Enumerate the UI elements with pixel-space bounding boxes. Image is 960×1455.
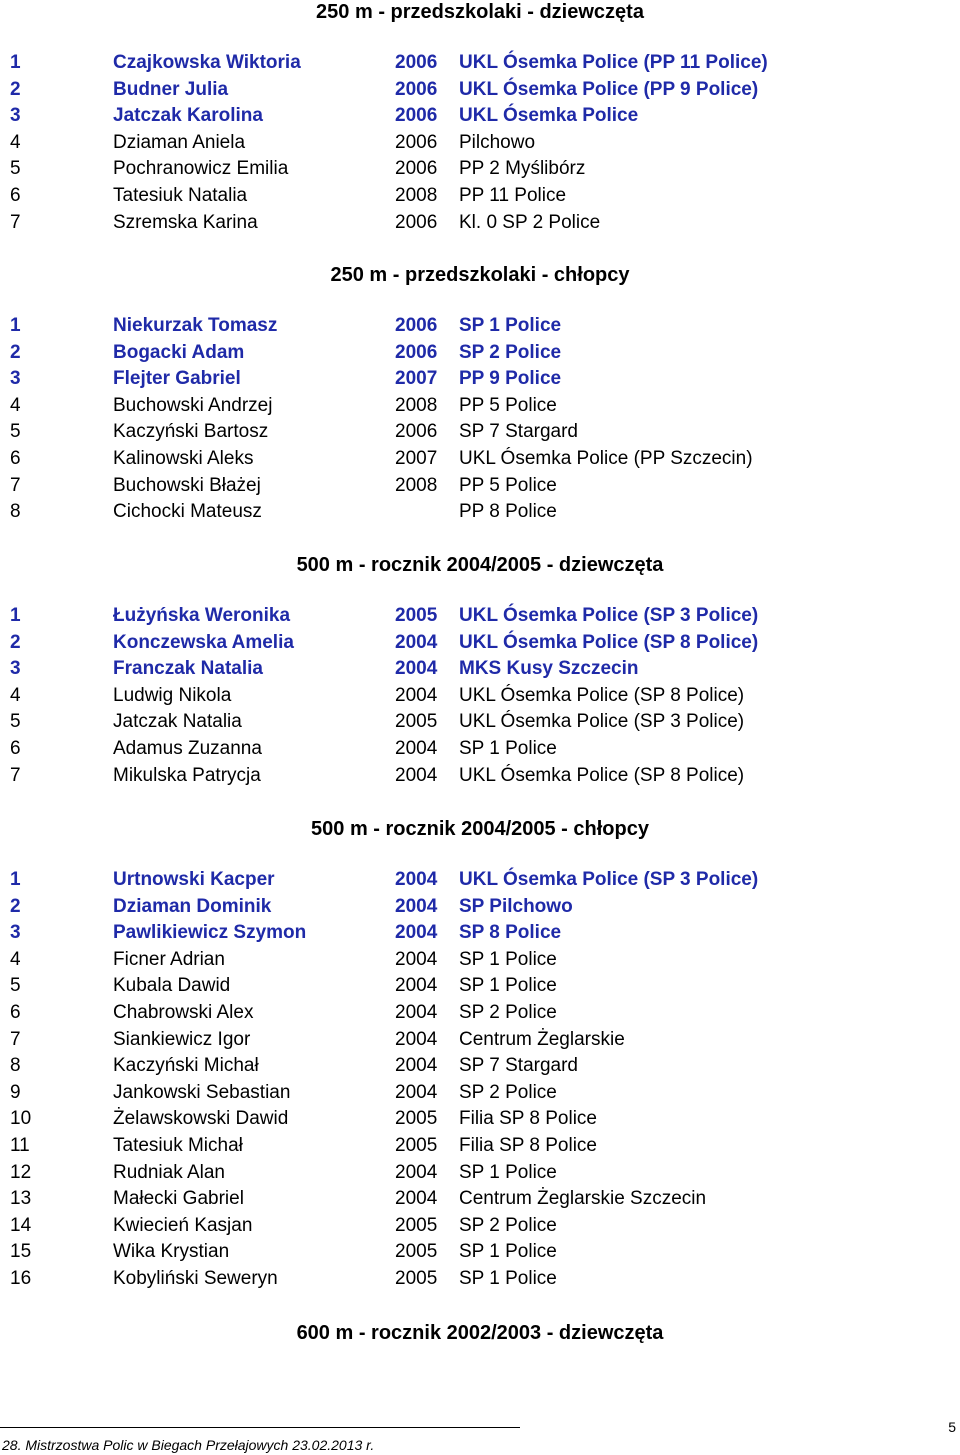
- athlete-name: Szremska Karina: [113, 211, 258, 233]
- result-row: [0, 130, 960, 156]
- athlete-name: Kaczyński Bartosz: [113, 421, 269, 443]
- result-row: [0, 210, 960, 236]
- club-name: SP 2 Police: [459, 1002, 557, 1023]
- result-place: 5: [10, 975, 21, 997]
- birth-year: 2004: [395, 738, 438, 759]
- athlete-name: Kobyliński Seweryn: [113, 1268, 278, 1289]
- result-place: 11: [10, 1135, 30, 1156]
- birth-year: 2004: [395, 1055, 438, 1077]
- club-name: SP 1 Police: [459, 315, 562, 336]
- athlete-name: Kalinowski Aleks: [113, 448, 254, 469]
- result-row: [0, 1106, 960, 1132]
- birth-year: 2004: [395, 1161, 438, 1183]
- birth-year: 2006: [395, 211, 438, 233]
- result-row: [0, 1027, 960, 1053]
- birth-year: 2008: [395, 185, 438, 206]
- result-row: [0, 499, 960, 525]
- athlete-name: Urtnowski Kacper: [113, 869, 275, 890]
- result-place: 1: [10, 315, 21, 336]
- result-place: 8: [10, 1055, 21, 1077]
- birth-year: 2006: [395, 315, 438, 336]
- athlete-name: Pochranowicz Emilia: [113, 158, 289, 180]
- section-title: 500 m - rocznik 2004/2005 - chłopcy: [311, 818, 649, 840]
- result-row: [0, 77, 960, 103]
- birth-year: 2008: [395, 474, 438, 496]
- section-title: 500 m - rocznik 2004/2005 - dziewczęta: [296, 554, 664, 576]
- athlete-name: Rudniak Alan: [113, 1161, 225, 1183]
- birth-year: 2004: [395, 1081, 438, 1103]
- club-name: SP 1 Police: [459, 1241, 557, 1263]
- athlete-name: Franczak Natalia: [113, 658, 263, 680]
- birth-year: 2004: [395, 869, 438, 890]
- result-place: 5: [10, 421, 21, 443]
- result-place: 8: [10, 501, 21, 523]
- club-name: Pilchowo: [459, 131, 536, 153]
- club-name: PP 5 Police: [459, 394, 557, 416]
- club-name: UKL Ósemka Police (SP 8 Police): [459, 764, 745, 786]
- result-place: 3: [10, 105, 21, 127]
- result-place: 6: [10, 448, 21, 469]
- club-name: SP 1 Police: [459, 738, 557, 759]
- club-name: Filia SP 8 Police: [459, 1135, 597, 1156]
- birth-year: 2005: [395, 1108, 438, 1130]
- club-name: UKL Ósemka Police (SP 3 Police): [459, 605, 759, 626]
- result-place: 13: [10, 1188, 32, 1210]
- result-place: 10: [10, 1108, 32, 1130]
- birth-year: 2004: [395, 1028, 438, 1050]
- club-name: SP 2 Police: [459, 1214, 557, 1236]
- result-place: 7: [10, 474, 21, 496]
- athlete-name: Czajkowska Wiktoria: [113, 52, 301, 73]
- athlete-name: Pawlikiewicz Szymon: [113, 922, 307, 944]
- club-name: SP 8 Police: [459, 922, 562, 944]
- result-place: 3: [10, 922, 21, 944]
- result-row: [0, 340, 960, 366]
- result-place: 7: [10, 1028, 21, 1050]
- athlete-name: Adamus Zuzanna: [113, 738, 262, 759]
- result-place: 6: [10, 1002, 21, 1023]
- athlete-name: Kubala Dawid: [113, 975, 231, 997]
- birth-year: 2007: [395, 368, 438, 390]
- result-place: 1: [10, 52, 21, 73]
- athlete-name: Mikulska Patrycja: [113, 764, 261, 786]
- athlete-name: Bogacki Adam: [113, 341, 245, 363]
- athlete-name: Jankowski Sebastian: [113, 1081, 291, 1103]
- birth-year: 2005: [395, 1135, 438, 1156]
- result-place: 3: [10, 658, 21, 680]
- result-row: [0, 313, 960, 339]
- club-name: Kl. 0 SP 2 Police: [459, 211, 601, 233]
- athlete-name: Buchowski Andrzej: [113, 394, 273, 416]
- birth-year: 2004: [395, 922, 438, 944]
- result-place: 2: [10, 631, 21, 653]
- section-title: 250 m - przedszkolaki - chłopcy: [330, 264, 630, 286]
- club-name: SP 1 Police: [459, 975, 557, 997]
- birth-year: 2006: [395, 78, 438, 100]
- birth-year: 2004: [395, 975, 438, 997]
- result-row: [0, 156, 960, 182]
- club-name: SP 1 Police: [459, 948, 557, 970]
- athlete-name: Tatesiuk Michał: [113, 1135, 243, 1156]
- athlete-name: Cichocki Mateusz: [113, 501, 262, 523]
- result-row: [0, 656, 960, 682]
- result-place: 4: [10, 684, 21, 706]
- club-name: PP 5 Police: [459, 474, 557, 496]
- athlete-name: Dziaman Dominik: [113, 895, 272, 917]
- result-row: [0, 183, 960, 209]
- result-place: 12: [10, 1161, 32, 1183]
- result-place: 9: [10, 1081, 21, 1103]
- result-place: 14: [10, 1214, 32, 1236]
- result-row: [0, 630, 960, 656]
- result-row: [0, 1213, 960, 1239]
- result-row: [0, 709, 960, 735]
- club-name: MKS Kusy Szczecin: [459, 658, 639, 680]
- section-title: 600 m - rocznik 2002/2003 - dziewczęta: [296, 1322, 664, 1344]
- result-row: [0, 1080, 960, 1106]
- athlete-name: Żelawskowski Dawid: [113, 1108, 289, 1130]
- result-row: [0, 867, 960, 893]
- athlete-name: Jatczak Natalia: [113, 711, 242, 733]
- result-row: [0, 947, 960, 973]
- result-place: 16: [10, 1268, 32, 1289]
- club-name: PP 11 Police: [459, 185, 567, 206]
- result-place: 3: [10, 368, 21, 390]
- result-row: [0, 1160, 960, 1186]
- result-row: [0, 366, 960, 392]
- club-name: UKL Ósemka Police (PP 9 Police): [459, 78, 759, 100]
- birth-year: 2004: [395, 948, 438, 970]
- result-row: [0, 1266, 960, 1292]
- result-place: 7: [10, 764, 21, 786]
- birth-year: 2006: [395, 131, 438, 153]
- athlete-name: Kwiecień Kasjan: [113, 1214, 253, 1236]
- athlete-name: Wika Krystian: [113, 1241, 230, 1263]
- birth-year: 2004: [395, 1188, 438, 1210]
- result-place: 5: [10, 711, 21, 733]
- footer-text: 28. Mistrzostwa Polic w Biegach Przełajowych 23.02.2013 r.: [2, 1437, 375, 1453]
- birth-year: 2007: [395, 448, 438, 469]
- result-place: 6: [10, 738, 21, 759]
- club-name: UKL Ósemka Police (PP 11 Police): [459, 52, 768, 73]
- athlete-name: Flejter Gabriel: [113, 368, 241, 390]
- birth-year: 2006: [395, 105, 438, 127]
- result-place: 4: [10, 948, 21, 970]
- birth-year: 2006: [395, 421, 438, 443]
- club-name: Centrum Żeglarskie: [459, 1028, 625, 1050]
- result-row: [0, 920, 960, 946]
- result-row: [0, 393, 960, 419]
- result-row: [0, 736, 960, 762]
- athlete-name: Kaczyński Michał: [113, 1055, 259, 1077]
- birth-year: 2005: [395, 1214, 438, 1236]
- result-place: 2: [10, 895, 21, 917]
- result-place: 2: [10, 78, 21, 100]
- section-title: 250 m - przedszkolaki - dziewczęta: [316, 1, 644, 23]
- club-name: UKL Ósemka Police (SP 3 Police): [459, 869, 759, 890]
- birth-year: 2005: [395, 1268, 438, 1289]
- birth-year: 2004: [395, 895, 438, 917]
- club-name: UKL Ósemka Police (SP 8 Police): [459, 684, 745, 706]
- club-name: SP 1 Police: [459, 1161, 557, 1183]
- club-name: UKL Ósemka Police (SP 8 Police): [459, 631, 759, 653]
- athlete-name: Siankiewicz Igor: [113, 1028, 251, 1050]
- athlete-name: Tatesiuk Natalia: [113, 185, 248, 206]
- club-name: Centrum Żeglarskie Szczecin: [459, 1188, 707, 1210]
- birth-year: 2006: [395, 158, 438, 180]
- birth-year: 2004: [395, 658, 438, 680]
- result-row: [0, 1186, 960, 1212]
- result-row: [0, 1239, 960, 1265]
- club-name: Filia SP 8 Police: [459, 1108, 597, 1130]
- result-row: [0, 763, 960, 789]
- athlete-name: Buchowski Błażej: [113, 474, 261, 496]
- result-row: [0, 473, 960, 499]
- result-row: [0, 1053, 960, 1079]
- birth-year: 2005: [395, 605, 438, 626]
- result-row: [0, 50, 960, 76]
- birth-year: 2004: [395, 684, 438, 706]
- club-name: SP Pilchowo: [459, 895, 573, 917]
- athlete-name: Konczewska Amelia: [113, 631, 294, 653]
- birth-year: 2008: [395, 394, 438, 416]
- birth-year: 2005: [395, 1241, 438, 1263]
- birth-year: 2006: [395, 52, 438, 73]
- birth-year: 2005: [395, 711, 438, 733]
- result-row: [0, 1000, 960, 1026]
- page-number: 5: [948, 1419, 956, 1435]
- footer-divider: [0, 1427, 520, 1428]
- result-row: [0, 973, 960, 999]
- club-name: SP 2 Police: [459, 1081, 557, 1103]
- athlete-name: Budner Julia: [113, 78, 229, 100]
- club-name: UKL Ósemka Police (PP Szczecin): [459, 448, 753, 469]
- athlete-name: Dziaman Aniela: [113, 131, 246, 153]
- result-place: 6: [10, 185, 21, 206]
- result-row: [0, 603, 960, 629]
- athlete-name: Chabrowski Alex: [113, 1002, 254, 1023]
- result-row: [0, 894, 960, 920]
- result-place: 2: [10, 341, 21, 363]
- club-name: UKL Ósemka Police (SP 3 Police): [459, 711, 745, 733]
- club-name: SP 2 Police: [459, 341, 562, 363]
- result-row: [0, 1133, 960, 1159]
- result-place: 4: [10, 131, 21, 153]
- birth-year: 2006: [395, 341, 438, 363]
- club-name: PP 8 Police: [459, 501, 557, 523]
- result-row: [0, 103, 960, 129]
- athlete-name: Niekurzak Tomasz: [113, 315, 278, 336]
- athlete-name: Ludwig Nikola: [113, 684, 232, 706]
- club-name: SP 7 Stargard: [459, 421, 579, 443]
- result-row: [0, 419, 960, 445]
- result-place: 1: [10, 869, 21, 890]
- birth-year: 2004: [395, 1002, 438, 1023]
- result-place: 4: [10, 394, 21, 416]
- athlete-name: Jatczak Karolina: [113, 105, 263, 127]
- athlete-name: Ficner Adrian: [113, 948, 225, 970]
- athlete-name: Łużyńska Weronika: [113, 605, 291, 626]
- result-place: 1: [10, 605, 21, 626]
- club-name: UKL Ósemka Police: [459, 105, 639, 127]
- club-name: PP 2 Myślibórz: [459, 158, 586, 180]
- club-name: SP 1 Police: [459, 1268, 557, 1289]
- club-name: PP 9 Police: [459, 368, 562, 390]
- birth-year: 2004: [395, 764, 438, 786]
- result-place: 5: [10, 158, 21, 180]
- birth-year: 2004: [395, 631, 438, 653]
- result-place: 7: [10, 211, 21, 233]
- result-row: [0, 446, 960, 472]
- result-row: [0, 683, 960, 709]
- club-name: SP 7 Stargard: [459, 1055, 579, 1077]
- result-place: 15: [10, 1241, 32, 1263]
- athlete-name: Małecki Gabriel: [113, 1188, 244, 1210]
